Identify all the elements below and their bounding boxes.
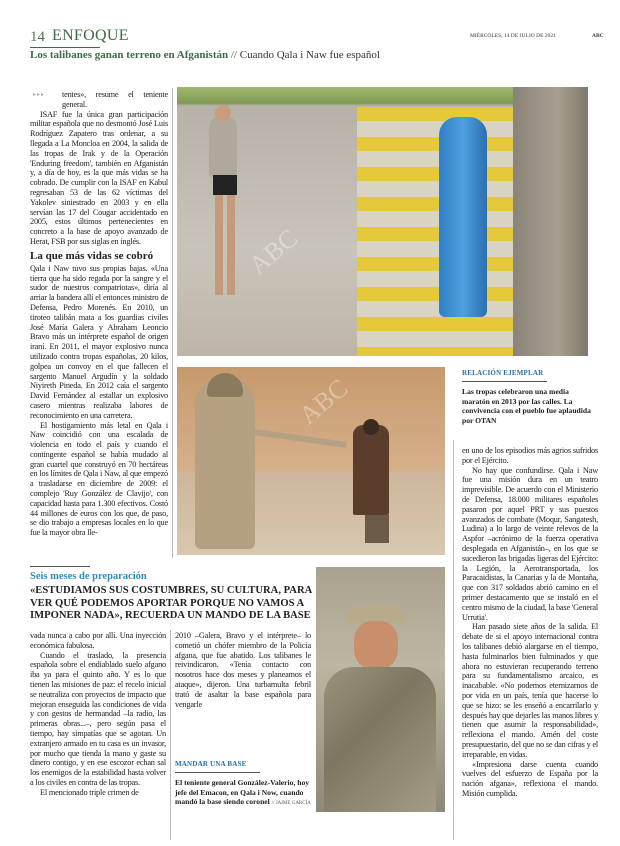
watermark-logo: ABC: [243, 223, 304, 280]
photo-officer-portrait: [316, 567, 445, 812]
column-divider: [170, 630, 171, 840]
article-column-2: [30, 631, 166, 798]
column-divider: [453, 440, 454, 840]
caption-relacion-ejemplar: [462, 369, 597, 425]
dateline: MIÉRCOLES, 14 DE JULIO DE 2021: [470, 33, 556, 39]
caption-heading: MANDAR UNA BASE: [175, 760, 247, 768]
pull-quote: «ESTUDIAMOS SUS COSTUMBRES, SU CULTURA, PARA VER QUÉ PODEMOS APORTAR PORQUE NO VAMOS A IMPONER NADA», RECUERDA UN MANDO DE LA BASE: [30, 585, 312, 621]
kicker: [30, 49, 380, 61]
paragraph: ISAF fue la única gran participación militar española que no desmontó José Luis Rodríguez Zapatero tras ordenar, a su llegada a La Moncloa en 2004, la salida de las tropas de Irak y de la Operación 'Enduring freedom', también en Afganistán y, a día de hoy, es la que más vidas se ha cobrado. De cumplir con la ISAF en Kabul regresaban 53 de las 62 víctimas del Yakolev siniestrado en 2003 y en ella servían las 17 del Cougar accidentado en 2005, estos últimos pertenecientes en concreto a la base de apoyo avanzado de Herat, FSB por sus siglas en inglés.: [30, 109, 168, 246]
caption-rule: [462, 381, 547, 382]
divider: [30, 566, 90, 567]
photo-runner-and-woman: [177, 87, 588, 356]
caption-mandar-una-base: [175, 760, 311, 809]
article-column-1: [30, 90, 168, 538]
page-number: 14: [30, 29, 45, 45]
paragraph: Han pasado siete años de la salida. El debate de si el apoyo internacional contra los talibanes debió alargarse en el tiempo, hasta fulminarlos bien fulminados y que ahora no estuvieran recuperando terreno para su fundamentalismo arcaico, es inacabable. «No podemos eternizarnos de por vida en un país, tenía que hacerse lo que se hizo: se les enseñó a encarrilarlo y después hay que dejarles las manos libres y tienen que asumir la responsabilidad», reflexiona el mando. Amén del coste presupuestario, del que no se dan cifras y el irreparable, en vidas.: [462, 622, 598, 759]
caption-text: [175, 778, 311, 809]
continuation-arrows-icon: ▸▸▸: [33, 92, 46, 98]
caption-heading: RELACIÓN EJEMPLAR: [462, 369, 544, 377]
section-rule: [30, 47, 100, 48]
paragraph: 2010 –Galera, Bravo y el intérprete– lo cometió un chófer miembro de la Policía afgana, que fue abatido. Los talibanes le reivindicaron. «Tenía contacto con nosotros hace dos meses y planeamos el ataque», dijeron. Una turbamulta febril trató de asaltar la base española para vengarle: [175, 631, 311, 709]
watermark-logo: ABC: [293, 373, 354, 430]
article-column-4: [462, 446, 598, 799]
subheading: La que más vidas se cobró: [30, 249, 154, 262]
kicker-separator: //: [228, 49, 240, 61]
section-name: ENFOQUE: [52, 27, 129, 44]
paragraph: Qala i Naw tuvo sus propias bajas. «Una tierra que ha sido regada por la sangre y el sudor de nuestros compatriotas», diría al arriar la bandera allí el entonces ministro de Defensa, Pedro Morenés. En 2010, un tiroteo talibán mata a los guardias civiles José María Galera y Abraham Leoncio Bravo más un intérprete español de origen iraní. En 2011, el mayor explosivo nunca utilizado contra tropas españolas, 20 kilos, golpea un convoy en el que fallecen el sargento Manuel Argudín y la soldado Niyireth Pineda. En 2012 caía el sargento David Fernández al estallar un explosivo casero mientras realizaba labores de reconocimiento en una carretera.: [30, 263, 168, 420]
section-subheading: Seis meses de preparación: [30, 571, 147, 582]
photo-soldier-and-child: [177, 367, 445, 555]
paragraph: No hay que confundirse. Qala i Naw fue una misión dura en un teatro imprevisible. De acuerdo con el Ministerio de Defensa, 18.000 militares españoles pasaron por aquel PRT y sus puestos avanzados de combate (Moqur, Sangatesh, Ludina) a lo largo de veinte relevos de la Aspfor –acrónimo de la fuerza operativa desplegada en Afganistán–, en los que se sucedieron las brigadas ligeras del Ejército: la Legión, la Aerotransportada, los Paracaidistas, la Canarias y la de Montaña, que con 317 soldados abrió camino en el primer destacamento que se instaló en el centro mismo de la ciudad, la base 'General Urrutia'.: [462, 465, 598, 622]
photo-credit: // JAIME GARCÍA: [271, 801, 311, 806]
paragraph: Cuando el traslado, la presencia española sobre el endiablado suelo afgano iba ya para el quinto año. Y es lo que tienen las misiones de paz: el recelo inicial se neutraliza con proyectos de impacto que mejoran enseguida las condiciones de vida y con gestos de hermandad –la radio, las primeras obras...–, pero según pasa el tiempo, hay simpatías que se agotan. Un extranjero armado en tu casa es un invasor, por mucho que tienda la mano y gaste su dinero contigo, y en ese escozor echan sal los enemigos de la estabilidad hasta volver a los civiles en contra de las tropas.: [30, 650, 166, 787]
caption-rule: [175, 772, 260, 773]
paragraph: tentes», resume el teniente general.: [62, 90, 168, 109]
paragraph: El hostigamiento más letal en Qala i Naw coincidió con una escalada de violencia en todo el país y cuando el contingente español se había mudado al gran cuartel que construyó en 70 hectáreas en los límites de Qala i Naw, al que empezó a trasladarse en diciembre de 2009: el complejo 'Ruy González de Clavijo', con capacidad hasta para 1.300 efectivos. Costó 44 millones de euros con los que, de paso, se dio trabajo a empresas locales en lo que fue la mayor obra lle-: [30, 420, 168, 538]
paragraph: El mencionado triple crimen de: [40, 787, 139, 797]
article-column-3: [175, 631, 311, 709]
brand-name: ABC: [592, 33, 604, 39]
paragraph: «Impresiona darse cuenta cuando vuelves del esfuerzo de España por la nación afgana», reflexiona el mando. Misión cumplida.: [462, 759, 598, 798]
caption-body: El teniente general González-Valerio, hoy jefe del Emacon, en Qala i Now, cuando mandó la base siendo coronel: [175, 778, 310, 806]
column-divider: [172, 88, 173, 558]
paragraph: en uno de los episodios más agrios sufridos por el Ejército.: [462, 446, 598, 465]
kicker-sub: Cuando Qala i Naw fue español: [239, 49, 380, 61]
paragraph: vada nunca a cabo por allí. Una inyección económica fabulosa.: [30, 631, 166, 650]
kicker-main: Los talibanes ganan terreno en Afganistán: [30, 49, 229, 61]
caption-text: Las tropas celebraron una media maratón en 2013 por las calles. La convivencia con el pueblo fue aplaudida por OTAN: [462, 387, 591, 425]
